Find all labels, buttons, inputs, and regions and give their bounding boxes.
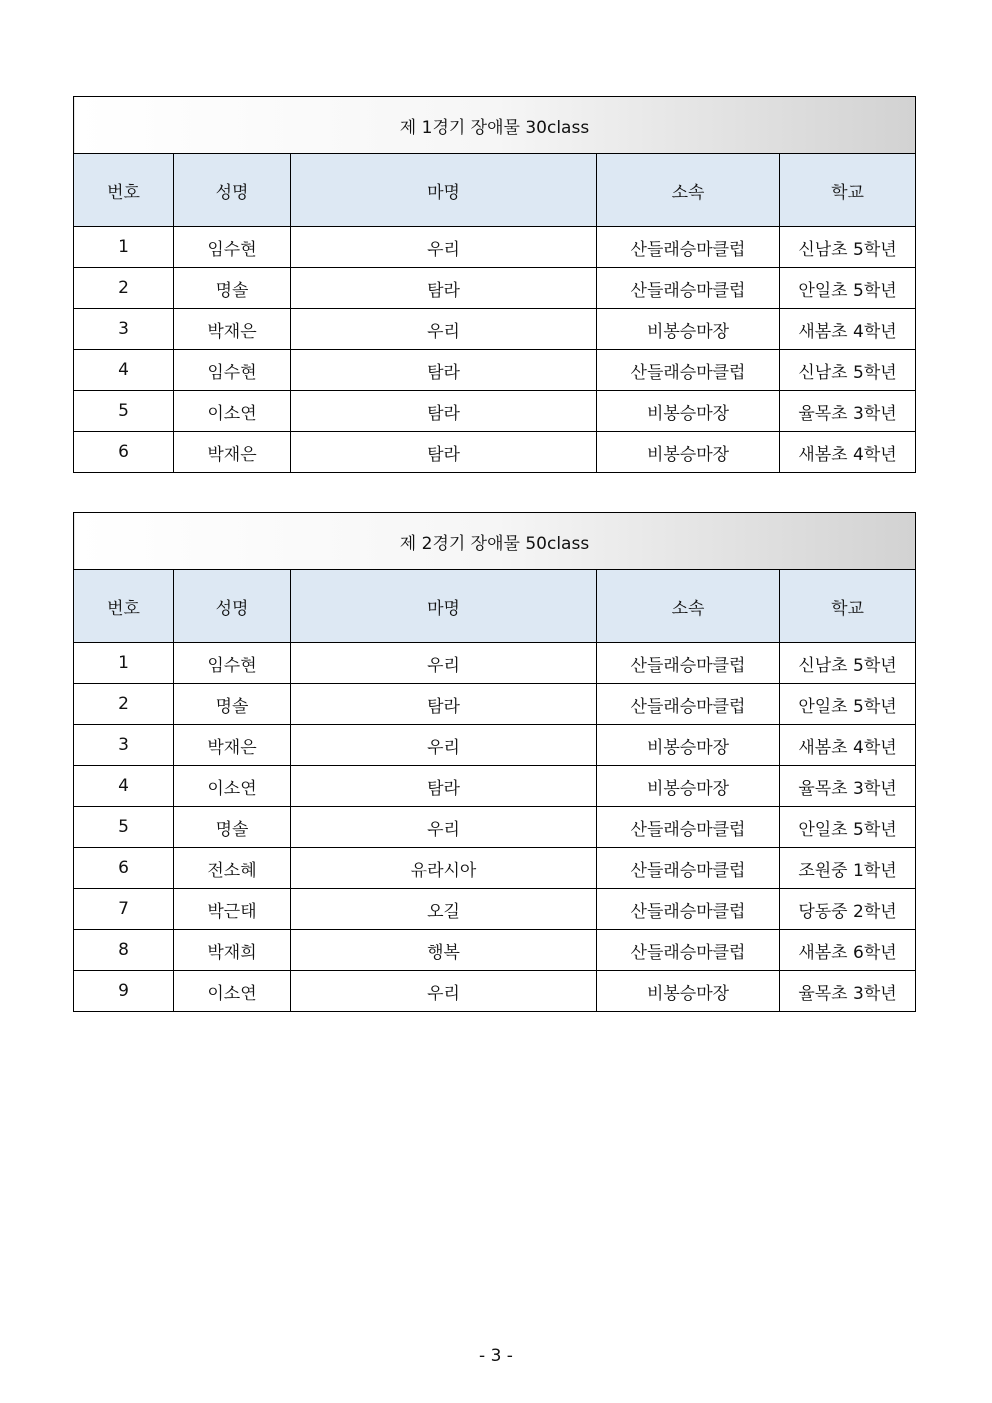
cell-school: 신남초 5학년 [780, 227, 916, 268]
cell-rider-name: 박재은 [174, 725, 291, 766]
table-row [74, 391, 916, 432]
table-row [74, 227, 916, 268]
cell-rider-name: 박재은 [174, 432, 291, 473]
cell-horse-name: 행복 [291, 930, 597, 971]
table-title: 제 1경기 장애물 30class [74, 97, 916, 154]
cell-affiliation: 산들래승마클럽 [597, 807, 780, 848]
cell-school: 새봄초 6학년 [780, 930, 916, 971]
cell-rider-name: 임수현 [174, 350, 291, 391]
cell-horse-name: 우리 [291, 807, 597, 848]
cell-school: 새봄초 4학년 [780, 309, 916, 350]
cell-horse-name: 우리 [291, 227, 597, 268]
cell-horse-name: 유라시아 [291, 848, 597, 889]
cell-horse-name: 탐라 [291, 268, 597, 309]
cell-horse-name: 우리 [291, 971, 597, 1012]
table-row [74, 643, 916, 684]
cell-number: 4 [74, 766, 174, 807]
table-row [74, 930, 916, 971]
table-row [74, 725, 916, 766]
header-number: 번호 [74, 570, 174, 643]
table-title: 제 2경기 장애물 50class [74, 513, 916, 570]
cell-number: 3 [74, 725, 174, 766]
cell-horse-name: 탐라 [291, 684, 597, 725]
table-row [74, 971, 916, 1012]
table-row [74, 848, 916, 889]
cell-number: 2 [74, 268, 174, 309]
cell-school: 새봄초 4학년 [780, 432, 916, 473]
table-row [74, 350, 916, 391]
cell-rider-name: 임수현 [174, 227, 291, 268]
cell-rider-name: 명솔 [174, 807, 291, 848]
header-horse-name: 마명 [291, 154, 597, 227]
table-row [74, 432, 916, 473]
cell-school: 율목초 3학년 [780, 766, 916, 807]
cell-number: 7 [74, 889, 174, 930]
cell-affiliation: 산들래승마클럽 [597, 889, 780, 930]
cell-number: 2 [74, 684, 174, 725]
cell-affiliation: 산들래승마클럽 [597, 643, 780, 684]
cell-affiliation: 산들래승마클럽 [597, 268, 780, 309]
header-school: 학교 [780, 570, 916, 643]
match-2-table [73, 512, 916, 1012]
cell-affiliation: 산들래승마클럽 [597, 684, 780, 725]
header-affiliation: 소속 [597, 570, 780, 643]
header-school: 학교 [780, 154, 916, 227]
cell-number: 8 [74, 930, 174, 971]
cell-horse-name: 탐라 [291, 391, 597, 432]
cell-affiliation: 비봉승마장 [597, 391, 780, 432]
cell-rider-name: 이소연 [174, 391, 291, 432]
header-affiliation: 소속 [597, 154, 780, 227]
cell-affiliation: 산들래승마클럽 [597, 350, 780, 391]
cell-school: 안일초 5학년 [780, 684, 916, 725]
cell-number: 3 [74, 309, 174, 350]
cell-affiliation: 산들래승마클럽 [597, 930, 780, 971]
cell-horse-name: 우리 [291, 309, 597, 350]
table-row [74, 807, 916, 848]
table-header-row [74, 570, 916, 643]
cell-rider-name: 이소연 [174, 766, 291, 807]
cell-horse-name: 탐라 [291, 432, 597, 473]
table-row [74, 889, 916, 930]
cell-horse-name: 우리 [291, 643, 597, 684]
page-number: - 3 - [479, 1346, 513, 1366]
cell-number: 5 [74, 807, 174, 848]
cell-school: 신남초 5학년 [780, 350, 916, 391]
cell-rider-name: 박재희 [174, 930, 291, 971]
cell-affiliation: 비봉승마장 [597, 432, 780, 473]
cell-school: 안일초 5학년 [780, 807, 916, 848]
cell-rider-name: 명솔 [174, 684, 291, 725]
cell-school: 조원중 1학년 [780, 848, 916, 889]
cell-affiliation: 비봉승마장 [597, 725, 780, 766]
cell-affiliation: 산들래승마클럽 [597, 227, 780, 268]
cell-affiliation: 비봉승마장 [597, 309, 780, 350]
cell-affiliation: 산들래승마클럽 [597, 848, 780, 889]
header-horse-name: 마명 [291, 570, 597, 643]
cell-school: 안일초 5학년 [780, 268, 916, 309]
cell-rider-name: 박재은 [174, 309, 291, 350]
cell-school: 새봄초 4학년 [780, 725, 916, 766]
cell-number: 6 [74, 432, 174, 473]
cell-number: 4 [74, 350, 174, 391]
cell-rider-name: 임수현 [174, 643, 291, 684]
cell-rider-name: 박근태 [174, 889, 291, 930]
table-row [74, 268, 916, 309]
header-rider-name: 성명 [174, 570, 291, 643]
cell-horse-name: 탐라 [291, 350, 597, 391]
cell-horse-name: 우리 [291, 725, 597, 766]
cell-rider-name: 전소혜 [174, 848, 291, 889]
table-row [74, 684, 916, 725]
cell-rider-name: 이소연 [174, 971, 291, 1012]
cell-school: 율목초 3학년 [780, 391, 916, 432]
table-header-row [74, 154, 916, 227]
cell-school: 율목초 3학년 [780, 971, 916, 1012]
cell-number: 1 [74, 227, 174, 268]
cell-rider-name: 명솔 [174, 268, 291, 309]
header-number: 번호 [74, 154, 174, 227]
cell-affiliation: 비봉승마장 [597, 766, 780, 807]
cell-number: 9 [74, 971, 174, 1012]
table-row [74, 309, 916, 350]
cell-horse-name: 오길 [291, 889, 597, 930]
header-rider-name: 성명 [174, 154, 291, 227]
match-1-table [73, 96, 916, 473]
cell-school: 신남초 5학년 [780, 643, 916, 684]
cell-school: 당동중 2학년 [780, 889, 916, 930]
cell-number: 1 [74, 643, 174, 684]
cell-horse-name: 탐라 [291, 766, 597, 807]
cell-number: 6 [74, 848, 174, 889]
cell-number: 5 [74, 391, 174, 432]
table-row [74, 766, 916, 807]
cell-affiliation: 비봉승마장 [597, 971, 780, 1012]
